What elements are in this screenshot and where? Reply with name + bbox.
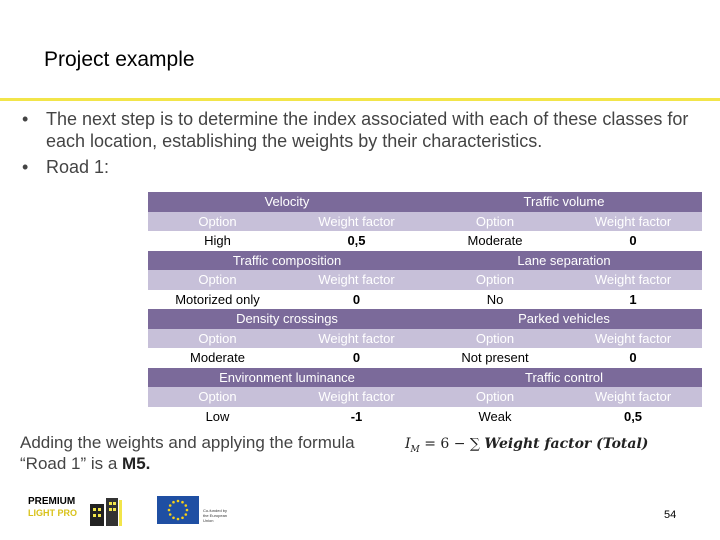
weight-column-header: Weight factor — [287, 329, 426, 349]
bullet-list — [22, 108, 712, 182]
weight-value: 0 — [564, 231, 702, 251]
conclusion-line-2: “Road 1” is a M5. — [20, 454, 151, 473]
column-header-row — [148, 329, 702, 349]
weight-column-header: Weight factor — [287, 270, 426, 290]
premium-light-pro-logo: PREMIUM LIGHT PRO — [28, 494, 128, 526]
weight-column-header: Weight factor — [564, 212, 702, 232]
column-header-row — [148, 212, 702, 232]
category-header: Lane separation — [426, 251, 702, 271]
column-header-row — [148, 387, 702, 407]
option-column-header: Option — [148, 329, 287, 349]
option-column-header: Option — [426, 270, 564, 290]
category-header: Traffic volume — [426, 192, 702, 212]
category-header: Traffic control — [426, 368, 702, 388]
option-value: Moderate — [148, 348, 287, 368]
weight-column-header: Weight factor — [564, 270, 702, 290]
weight-value: 0 — [564, 348, 702, 368]
option-column-header: Option — [426, 387, 564, 407]
option-value: Not present — [426, 348, 564, 368]
slide-title: Project example — [44, 48, 195, 71]
weight-value: 0 — [287, 290, 426, 310]
option-column-header: Option — [148, 387, 287, 407]
bullet-item: • The next step is to determine the index associated with each of these classes for each location, establishing the weights by their characteristics. — [22, 109, 689, 151]
weights-table — [148, 192, 702, 426]
weight-value: 0,5 — [287, 231, 426, 251]
title-divider — [0, 98, 720, 101]
option-value: Weak — [426, 407, 564, 427]
weight-value: 0,5 — [564, 407, 702, 427]
weight-column-header: Weight factor — [564, 387, 702, 407]
option-value: Moderate — [426, 231, 564, 251]
index-formula: $I_M = 6$ − ∑ Weight factor (Total) — [405, 436, 649, 455]
weight-column-header: Weight factor — [287, 212, 426, 232]
weight-column-header: Weight factor — [287, 387, 426, 407]
category-header: Velocity — [148, 192, 426, 212]
value-row — [148, 290, 702, 310]
category-header: Environment luminance — [148, 368, 426, 388]
column-header-row — [148, 270, 702, 290]
category-header-row — [148, 251, 702, 271]
option-column-header: Option — [148, 212, 287, 232]
bullet-dot: • — [22, 157, 29, 177]
road-class-result: M5. — [122, 454, 151, 473]
building-lamp-icon — [88, 494, 124, 526]
category-header-row — [148, 192, 702, 212]
option-column-header: Option — [148, 270, 287, 290]
option-value: Motorized only — [148, 290, 287, 310]
category-header-row — [148, 309, 702, 329]
option-value: No — [426, 290, 564, 310]
weight-column-header: Weight factor — [564, 329, 702, 349]
weight-value: -1 — [287, 407, 426, 427]
eu-cofunded-logo: Co-funded by the European Union — [157, 496, 233, 524]
option-column-header: Option — [426, 329, 564, 349]
category-header: Traffic composition — [148, 251, 426, 271]
bullet-dot: • — [22, 109, 29, 129]
page-number: 54 — [664, 509, 677, 521]
conclusion-text — [20, 432, 400, 474]
value-row — [148, 348, 702, 368]
category-header: Parked vehicles — [426, 309, 702, 329]
option-value: Low — [148, 407, 287, 427]
value-row — [148, 231, 702, 251]
option-column-header: Option — [426, 212, 564, 232]
eu-flag-icon — [157, 496, 199, 524]
weight-value: 1 — [564, 290, 702, 310]
conclusion-line-1: Adding the weights and applying the formula — [20, 433, 355, 452]
category-header: Density crossings — [148, 309, 426, 329]
value-row — [148, 407, 702, 427]
bullet-item: • Road 1: — [22, 157, 110, 177]
option-value: High — [148, 231, 287, 251]
weight-value: 0 — [287, 348, 426, 368]
category-header-row — [148, 368, 702, 388]
